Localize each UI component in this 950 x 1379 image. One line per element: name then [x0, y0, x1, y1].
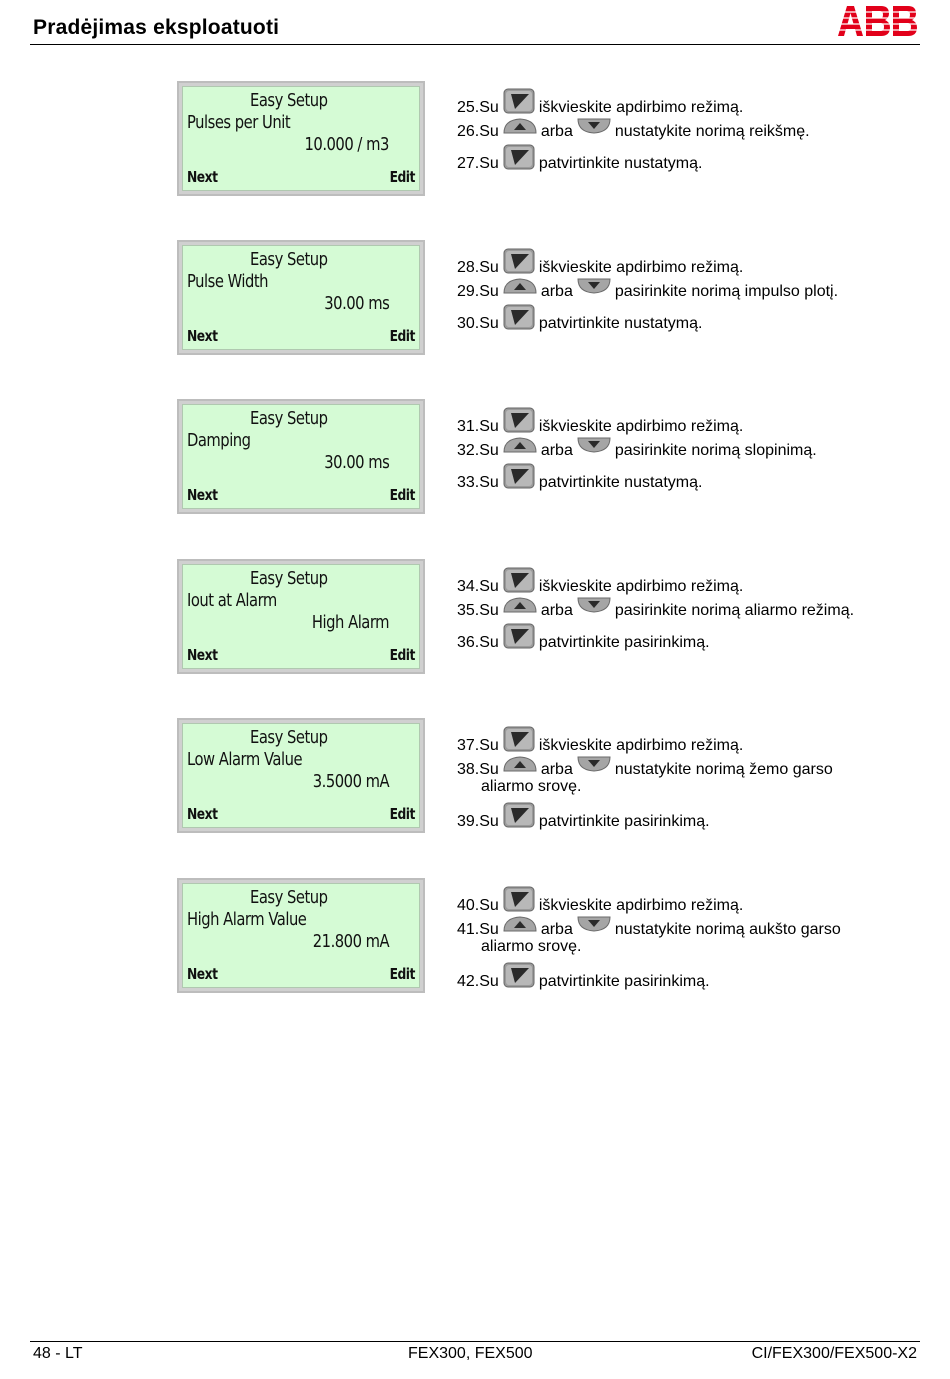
lcd-screen: [182, 245, 420, 350]
instruction-step: [457, 756, 927, 804]
lcd-parameter-value: High Alarm: [311, 612, 389, 633]
instruction-step: [457, 964, 927, 992]
instruction-steps: [457, 90, 927, 174]
step-text: pasirinkite norimą aliarmo režimą.: [614, 602, 855, 620]
instruction-step: [457, 250, 927, 278]
step-text-continuation: aliarmo srovę.: [481, 778, 582, 795]
step-number: 42.Su: [457, 973, 499, 991]
lcd-menu-title: Easy Setup: [250, 568, 328, 589]
lcd-menu-title: Easy Setup: [250, 408, 328, 429]
lcd-softkey-left: Next: [187, 965, 218, 983]
instruction-step: [457, 278, 927, 306]
down-arrow-key-icon: [577, 914, 611, 942]
lcd-softkey-right: Edit: [389, 327, 415, 345]
lcd-parameter-name: High Alarm Value: [187, 909, 307, 930]
instruction-step: [457, 118, 927, 146]
step-connector: arba: [540, 283, 573, 301]
lcd-parameter-value: 30.00 ms: [323, 452, 389, 473]
step-text: iškvieskite apdirbimo režimą.: [538, 99, 744, 117]
instruction-step: [457, 569, 927, 597]
step-number: 25.Su: [457, 99, 499, 117]
step-text: patvirtinkite pasirinkimą.: [538, 973, 710, 991]
enter-key-icon: [503, 304, 535, 340]
instruction-steps: [457, 728, 927, 832]
step-text: iškvieskite apdirbimo režimą.: [538, 578, 744, 596]
lcd-softkey-right: Edit: [389, 646, 415, 664]
lcd-softkey-left: Next: [187, 327, 218, 345]
step-text: patvirtinkite pasirinkimą.: [538, 813, 710, 831]
step-text: iškvieskite apdirbimo režimą.: [538, 259, 744, 277]
instruction-step: [457, 465, 927, 493]
step-text: iškvieskite apdirbimo režimą.: [538, 897, 744, 915]
step-number: 34.Su: [457, 578, 499, 596]
step-text: nustatykite norimą reikšmę.: [614, 123, 810, 141]
up-arrow-key-icon: [503, 116, 537, 144]
step-text: pasirinkite norimą slopinimą.: [614, 442, 817, 460]
step-text: iškvieskite apdirbimo režimą.: [538, 737, 744, 755]
up-arrow-key-icon: [503, 595, 537, 623]
instruction-step: [457, 597, 927, 625]
step-number: 30.Su: [457, 315, 499, 333]
enter-key-icon: [503, 463, 535, 499]
enter-key-icon: [503, 623, 535, 659]
instruction-step: [457, 437, 927, 465]
enter-key-icon: [503, 802, 535, 838]
instruction-step: [457, 625, 927, 653]
instruction-steps: [457, 409, 927, 493]
lcd-menu-title: Easy Setup: [250, 887, 328, 908]
lcd-display: [177, 240, 425, 355]
down-arrow-key-icon: [577, 595, 611, 623]
abb-logo-icon: [838, 6, 918, 36]
lcd-softkey-left: Next: [187, 805, 218, 823]
step-number: 40.Su: [457, 897, 499, 915]
step-number: 35.Su: [457, 602, 499, 620]
lcd-display: [177, 81, 425, 196]
down-arrow-key-icon: [577, 116, 611, 144]
step-text: iškvieskite apdirbimo režimą.: [538, 418, 744, 436]
enter-key-icon: [503, 144, 535, 180]
step-number: 32.Su: [457, 442, 499, 460]
lcd-softkey-right: Edit: [389, 168, 415, 186]
step-number: 31.Su: [457, 418, 499, 436]
lcd-parameter-value: 10.000 / m3: [304, 134, 389, 155]
footer-page-number: 48 - LT: [33, 1345, 83, 1362]
instruction-steps: [457, 888, 927, 992]
footer-divider: [30, 1341, 920, 1342]
lcd-display: [177, 878, 425, 993]
lcd-parameter-value: 21.800 mA: [312, 931, 389, 952]
lcd-softkey-right: Edit: [389, 965, 415, 983]
lcd-display: [177, 399, 425, 514]
step-connector: arba: [540, 123, 573, 141]
instruction-step: [457, 916, 927, 964]
lcd-softkey-right: Edit: [389, 805, 415, 823]
step-connector: arba: [540, 921, 573, 939]
step-number: 39.Su: [457, 813, 499, 831]
lcd-parameter-value: 3.5000 mA: [312, 771, 389, 792]
lcd-softkey-right: Edit: [389, 486, 415, 504]
step-number: 28.Su: [457, 259, 499, 277]
lcd-parameter-name: Pulse Width: [187, 271, 269, 292]
lcd-display: [177, 718, 425, 833]
lcd-screen: [182, 723, 420, 828]
instruction-step: [457, 804, 927, 832]
up-arrow-key-icon: [503, 276, 537, 304]
down-arrow-key-icon: [577, 754, 611, 782]
step-text: nustatykite norimą žemo garso: [614, 761, 833, 779]
enter-key-icon: [503, 962, 535, 998]
lcd-screen: [182, 883, 420, 988]
page-title: Pradėjimas eksploatuoti: [33, 16, 280, 39]
instruction-step: [457, 409, 927, 437]
step-connector: arba: [540, 602, 573, 620]
instruction-step: [457, 90, 927, 118]
step-text: pasirinkite norimą impulso plotį.: [614, 283, 839, 301]
footer-product: FEX300, FEX500: [408, 1345, 533, 1362]
step-number: 41.Su: [457, 921, 499, 939]
step-text-continuation: aliarmo srovę.: [481, 938, 582, 955]
lcd-softkey-left: Next: [187, 646, 218, 664]
down-arrow-key-icon: [577, 435, 611, 463]
step-text: patvirtinkite nustatymą.: [538, 474, 703, 492]
down-arrow-key-icon: [577, 276, 611, 304]
lcd-parameter-name: Iout at Alarm: [187, 590, 277, 611]
header-divider: [30, 44, 920, 45]
step-number: 29.Su: [457, 283, 499, 301]
instruction-step: [457, 306, 927, 334]
lcd-display: [177, 559, 425, 674]
lcd-parameter-name: Damping: [187, 430, 251, 451]
lcd-parameter-value: 30.00 ms: [323, 293, 389, 314]
instruction-step: [457, 728, 927, 756]
step-number: 26.Su: [457, 123, 499, 141]
lcd-menu-title: Easy Setup: [250, 90, 328, 111]
instruction-steps: [457, 250, 927, 334]
lcd-softkey-left: Next: [187, 168, 218, 186]
step-number: 36.Su: [457, 634, 499, 652]
step-connector: arba: [540, 442, 573, 460]
step-number: 27.Su: [457, 155, 499, 173]
step-text: nustatykite norimą aukšto garso: [614, 921, 841, 939]
step-connector: arba: [540, 761, 573, 779]
step-number: 38.Su: [457, 761, 499, 779]
footer-document-id: CI/FEX300/FEX500-X2: [751, 1345, 917, 1362]
lcd-screen: [182, 86, 420, 191]
lcd-menu-title: Easy Setup: [250, 249, 328, 270]
step-text: patvirtinkite nustatymą.: [538, 315, 703, 333]
lcd-parameter-name: Low Alarm Value: [187, 749, 303, 770]
lcd-screen: [182, 404, 420, 509]
step-number: 37.Su: [457, 737, 499, 755]
lcd-menu-title: Easy Setup: [250, 727, 328, 748]
step-number: 33.Su: [457, 474, 499, 492]
lcd-softkey-left: Next: [187, 486, 218, 504]
step-text: patvirtinkite pasirinkimą.: [538, 634, 710, 652]
lcd-parameter-name: Pulses per Unit: [187, 112, 291, 133]
instruction-step: [457, 888, 927, 916]
lcd-screen: [182, 564, 420, 669]
up-arrow-key-icon: [503, 435, 537, 463]
instruction-steps: [457, 569, 927, 653]
step-text: patvirtinkite nustatymą.: [538, 155, 703, 173]
instruction-step: [457, 146, 927, 174]
